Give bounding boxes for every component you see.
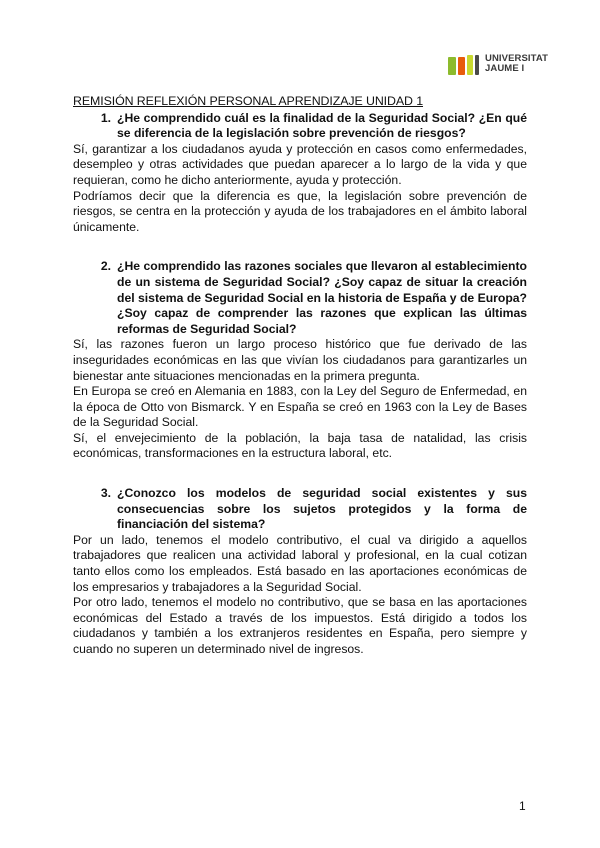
answer-paragraph: Sí, garantizar a los ciudadanos ayuda y protección en casos como enfermedades, desempleo y otras actividades que puedan aparecer a lo largo de la vida y que requieran, como he dicho anteriormente, ayuda y protección. (73, 141, 527, 187)
logo-bar-orange (458, 57, 465, 75)
answer-paragraph: En Europa se creó en Alemania en 1883, con la Ley del Seguro de Enfermedad, en la época de Otto von Bismarck. Y en España se creó en 1963 con la Ley de Bases de la Seguridad Social. (73, 384, 527, 430)
logo-line-2: JAUME I (485, 63, 525, 74)
answer-paragraph: Por un lado, tenemos el modelo contributivo, el cual va dirigido a aquellos trabajadores que realicen una actividad laboral y profesional, en la cual cotizan tanto ellos como los empleados. Está basado en las aportaciones económicas de los empresarios y trabajadores a la Seguridad Social. (73, 532, 527, 594)
document-title: REMISIÓN REFLEXIÓN PERSONAL APRENDIZAJE UNIDAD 1 (73, 94, 424, 108)
logo-line-1: UNIVERSITAT (485, 53, 549, 64)
question-1 (73, 111, 527, 142)
question-number: 1. (100, 110, 111, 125)
question-number: 2. (100, 259, 111, 274)
question-text: ¿He comprendido las razones sociales que llevaron al establecimiento de un sistema de Seguridad Social? ¿Soy capaz de situar la creación del sistema de Seguridad Social en la historia de España y de Europa? ¿Soy capaz de comprender las razones que explican las últimas reformas de Seguridad Social? (117, 259, 527, 336)
logo-bar-green (448, 57, 456, 75)
logo-text (485, 54, 548, 74)
answer-paragraph: Sí, el envejecimiento de la población, la baja tasa de natalidad, las crisis económicas, transformaciones en la estructura laboral, etc. (73, 430, 527, 461)
answer-paragraph: Por otro lado, tenemos el modelo no contributivo, que se basa en las aportaciones económicas del Estado a través de los impuestos. Está dirigido a todos los ciudadanos y también a los extranjeros residentes en España, pero siempre y cuando no superen un determinado nivel de ingresos. (73, 595, 527, 656)
question-3 (73, 486, 527, 533)
question-text: ¿Conozco los modelos de seguridad social existentes y sus consecuencias sobre los sujetos protegidos y la forma de financiación del sistema? (117, 486, 527, 532)
page-number: 1 (519, 799, 526, 813)
answer-paragraph: Sí, las razones fueron un largo proceso histórico que fue derivado de las inseguridades económicas en las que vivían los ciudadanos para garantizarles un bienestar ante situaciones mencionadas en la primera pregunta. (73, 337, 527, 383)
university-logo (448, 52, 566, 76)
answer-paragraph: Podríamos decir que la diferencia es que, la legislación sobre prevención de riesgos, se centra en la protección y ayuda de los trabajadores en el ámbito laboral únicamente. (73, 188, 527, 234)
document-body (73, 94, 527, 658)
logo-mark-icon (448, 53, 481, 75)
question-number: 3. (100, 486, 111, 501)
question-2 (73, 259, 527, 337)
question-text: ¿He comprendido cuál es la finalidad de la Seguridad Social? ¿En qué se diferencia de la legislación sobre prevención de riesgos? (117, 110, 527, 141)
section-spacer (73, 462, 527, 486)
logo-bar-dark (475, 55, 479, 75)
section-spacer (73, 235, 527, 259)
logo-bar-yellow (467, 55, 473, 75)
